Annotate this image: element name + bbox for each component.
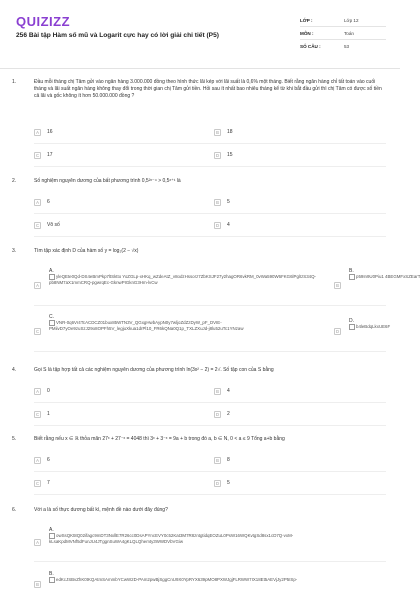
option-b-label: B. — [349, 268, 354, 274]
option-a[interactable]: A 6 — [34, 197, 50, 207]
option-letter: C — [35, 152, 40, 158]
image-icon — [349, 274, 355, 280]
option-c[interactable] — [34, 326, 47, 336]
option-letter: A — [34, 457, 41, 464]
option-letter: A — [34, 199, 41, 206]
option-divider — [34, 425, 386, 426]
question-number: 4. — [12, 367, 17, 373]
broken-image: VNR-0q6Vr4TcACDCZ01bux85WTN3V_QGxgHwbAypN0y7wljoZdZzDyW_pF_DVIE-PMiivD7yOe9zuSzJ29o8OPFh5V_legjuXkua1drPl10_FR6kQNa0Q1p_TXLZXuJd-j8lu52uTc1YNzaw — [49, 320, 244, 332]
option-divider — [34, 166, 386, 167]
question-number: 6. — [12, 507, 17, 513]
option-divider — [34, 471, 386, 472]
question-text: Số nghiệm nguyên dương của bất phương trình 0,5²ˣ⁻⁴ > 0,5ˣ⁺¹ là — [34, 178, 181, 184]
option-divider — [34, 494, 386, 495]
option-d[interactable]: D 5 — [215, 480, 230, 486]
option-c-label: C. — [49, 314, 54, 320]
option-divider — [34, 402, 386, 403]
option-letter: B — [334, 282, 341, 289]
question-text: Với a là số thực dương bất kì, mệnh đề nào dưới đây đúng? — [34, 507, 168, 513]
option-c[interactable]: C Vô số — [35, 222, 60, 228]
option-letter: B — [214, 457, 221, 464]
meta-row-count — [300, 40, 386, 52]
option-divider — [34, 561, 386, 562]
option-a[interactable]: A 0 — [34, 386, 50, 396]
option-b[interactable] — [334, 280, 347, 290]
option-letter: C — [35, 411, 40, 417]
option-c[interactable]: C 17 — [35, 152, 53, 158]
image-icon — [49, 320, 55, 326]
image-icon — [49, 577, 55, 583]
question-text: Đầu mỗi tháng chị Tâm gửi vào ngân hàng 3.000.000 đồng theo hình thức lãi kép với lãi suất là 0,6% một tháng. Biết rằng ngân hàng chỉ tất toán vào cuối tháng và lãi suất ngân hàng không thay đổi trong thời gian chị Tâm gửi tiền. Hỏi sau ít nhất bao nhiêu tháng kể từ khi bắt đầu gửi thì chị Tâm có được số tiền cả lãi và gốc không ít hơn 50.000.000 đồng ? — [34, 79, 382, 99]
meta-info — [300, 14, 386, 52]
header — [0, 0, 400, 62]
option-letter: C — [35, 480, 40, 486]
broken-image: owSsQKt8Q02ifagc9mDT3NxllE7R26cc0DsAPYncEVY0c52Kat3M7R8zntgtidqEOZuL0PsW16WQKvtgSd8sx1cD7Q-vxM-kLsaKpdMVNf5dFunJU4JTggnSuWA4gKLQLQhemty3WWDVbVGiw — [49, 533, 294, 545]
option-a-label: A. — [49, 268, 54, 274]
page-title: 256 Bài tập Hàm số mũ và Logarit cực hay có lời giải chi tiết (P5) — [16, 32, 219, 39]
question-text: Gọi S là tập hợp tất cả các nghiệm nguyên dương của phương trình ln(3x² − 2) = 2√. Số tập con của S bằng — [34, 367, 274, 373]
option-letter: B — [34, 581, 41, 588]
image-icon — [49, 533, 55, 539]
option-divider — [34, 351, 386, 352]
option-b[interactable]: B 18 — [214, 127, 233, 137]
option-a[interactable] — [34, 280, 47, 290]
option-a[interactable]: A 16 — [34, 127, 53, 137]
option-divider — [34, 305, 386, 306]
meta-key: LỚP : — [300, 17, 313, 23]
option-letter: A — [34, 129, 41, 136]
option-letter: B — [214, 199, 221, 206]
option-letter: B — [214, 129, 221, 136]
option-letter: A — [34, 388, 41, 395]
broken-image: b4leBdqLkxUE6F — [349, 324, 399, 330]
image-icon — [49, 274, 55, 280]
question-number: 3. — [12, 248, 17, 254]
quizizz-logo: QUIZIZZ — [16, 14, 71, 29]
option-letter: C — [35, 328, 40, 334]
question-text: Biết rằng nếu x ∈ ℝ thỏa mãn 27ˣ + 27⁻ˣ = 4048 thì 3ˣ + 3⁻ˣ = 9a + b trong đó a, b ∈ N, 0 < a ≤ 9 Tổng a+b bằng — [34, 436, 285, 442]
option-b[interactable]: B 4 — [214, 386, 230, 396]
header-divider — [0, 68, 400, 69]
option-b[interactable]: B 8 — [214, 455, 230, 465]
option-d[interactable]: D 2 — [215, 411, 230, 417]
option-b[interactable] — [34, 579, 47, 589]
option-letter: A — [34, 539, 41, 546]
broken-image: yleQEte0Qd-DS4eBmPkp7ltSktto YoZGLp-xHKq_wZdeAtZ_v8odzHssorz7ZbKSJF27y2hagOR6vkRM_0vWa590W6FKG6lPglIzS34Q-pb8NM7aX1mmCRQ-pgwrqEc-GknwPIGknG3Hm-lvCw — [49, 274, 316, 286]
option-letter: B — [214, 388, 221, 395]
question-text: Tìm tập xác định D của hàm số y = log₂(2 − √x) — [34, 248, 139, 254]
option-c[interactable]: C 7 — [35, 480, 50, 486]
option-letter: D — [215, 480, 220, 486]
meta-value: Lớp 12 — [344, 17, 359, 23]
broken-image: p59In9U0Piu1 4BEGMFxSZEarT — [349, 274, 399, 280]
option-letter: C — [35, 222, 40, 228]
option-a[interactable]: A 6 — [34, 455, 50, 465]
option-d[interactable]: D 15 — [215, 152, 233, 158]
question-number: 2. — [12, 178, 17, 184]
image-icon — [349, 324, 355, 330]
option-letter: D — [335, 328, 340, 334]
option-letter: D — [215, 222, 220, 228]
question-number: 5. — [12, 436, 17, 442]
option-b[interactable]: B 5 — [214, 197, 230, 207]
meta-key: MÔN : — [300, 30, 314, 36]
option-divider — [34, 143, 386, 144]
meta-value: 53 — [344, 43, 350, 49]
option-d-label: D. — [349, 318, 354, 324]
meta-value: Toán — [344, 30, 354, 36]
option-a[interactable] — [34, 537, 47, 547]
option-b-label: B. — [49, 571, 54, 577]
broken-image: edKcJSBvZhK0tKQAtmSAmmbYCwW2D-PAm2pwBjSggCnU9X0YpRYX639pMO8PXWJgjFLRWW7IX18Et5AEVjJy2P5ISp- — [49, 577, 349, 583]
option-letter: D — [215, 152, 220, 158]
option-a-label: A. — [49, 527, 54, 533]
question-number: 1. — [12, 79, 17, 85]
option-c[interactable]: C 1 — [35, 411, 50, 417]
option-d[interactable] — [334, 326, 347, 336]
option-letter: A — [34, 282, 41, 289]
option-letter: D — [215, 411, 220, 417]
meta-key: SỐ CÂU : — [300, 43, 321, 49]
meta-row-subject — [300, 27, 386, 40]
option-divider — [34, 213, 386, 214]
meta-row-grade — [300, 14, 386, 27]
option-divider — [34, 236, 386, 237]
option-d[interactable]: D 4 — [215, 222, 230, 228]
